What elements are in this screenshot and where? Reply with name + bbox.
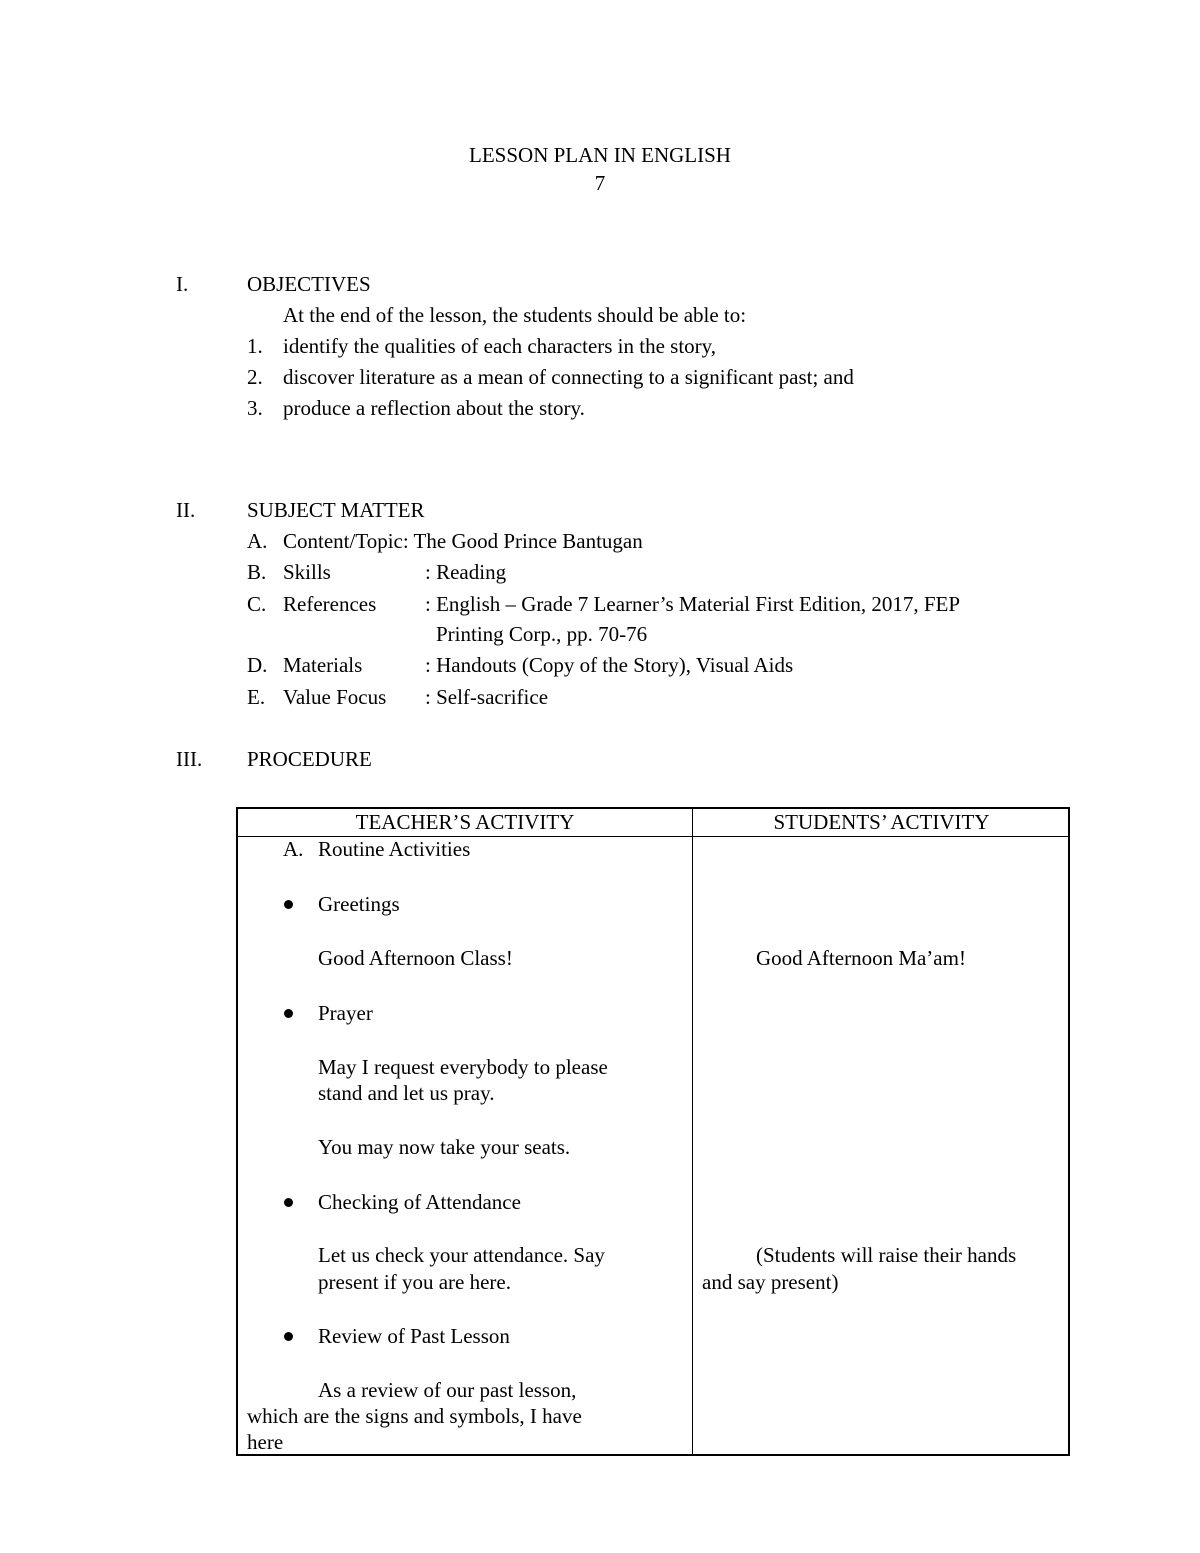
subject-letter: D.	[247, 653, 268, 677]
subject-references-value-continued: Printing Corp., pp. 70-76	[436, 622, 648, 646]
section-number-objectives: I.	[176, 272, 189, 296]
page-title: LESSON PLAN IN ENGLISH	[469, 143, 731, 167]
attendance-text-line: Let us check your attendance. Say	[318, 1243, 605, 1267]
subject-materials-label: Materials	[283, 653, 363, 677]
prayer-text-line: May I request everybody to please	[318, 1055, 608, 1079]
table-header-row	[238, 809, 1068, 837]
routine-letter: A.	[283, 837, 304, 861]
prayer-heading: Prayer	[318, 1001, 373, 1025]
review-text-line: which are the signs and symbols, I have	[247, 1404, 582, 1428]
subject-letter: A.	[247, 529, 268, 553]
subject-materials-value: : Handouts (Copy of the Story), Visual Aids	[425, 653, 794, 677]
section-title-procedure: PROCEDURE	[247, 747, 372, 771]
review-text-line: here	[247, 1430, 284, 1454]
bullet-icon	[284, 900, 293, 909]
attendance-response-line: (Students will raise their hands	[756, 1243, 1017, 1267]
procedure-table	[236, 807, 1070, 1456]
subject-references-label: References	[283, 592, 377, 616]
bullet-icon	[284, 1009, 293, 1018]
subject-value-focus-value: : Self-sacrifice	[425, 685, 549, 709]
greetings-heading: Greetings	[318, 892, 400, 916]
subject-references-value: : English – Grade 7 Learner’s Material First Edition, 2017, FEP	[425, 592, 961, 616]
review-heading: Review of Past Lesson	[318, 1324, 510, 1348]
attendance-response-line: and say present)	[702, 1270, 839, 1294]
column-divider	[692, 809, 693, 1454]
bullet-icon	[284, 1332, 293, 1341]
subject-letter: B.	[247, 560, 267, 584]
attendance-text-line: present if you are here.	[318, 1270, 511, 1294]
subject-value-focus-label: Value Focus	[283, 685, 387, 709]
objective-number: 3.	[247, 396, 263, 420]
attendance-heading: Checking of Attendance	[318, 1190, 521, 1214]
objective-item: produce a reflection about the story.	[283, 396, 585, 420]
subject-letter: E.	[247, 685, 266, 709]
objective-number: 1.	[247, 334, 263, 358]
objective-item: identify the qualities of each characters in the story,	[283, 334, 717, 358]
prayer-text-line: stand and let us pray.	[318, 1081, 495, 1105]
greetings-response: Good Afternoon Ma’am!	[756, 946, 966, 970]
seats-text: You may now take your seats.	[318, 1135, 571, 1159]
subject-skills-value: : Reading	[425, 560, 507, 584]
section-title-subject-matter: SUBJECT MATTER	[247, 498, 425, 522]
objectives-intro: At the end of the lesson, the students should be able to:	[283, 303, 747, 327]
subject-content-topic: Content/Topic: The Good Prince Bantugan	[283, 529, 643, 553]
greetings-text: Good Afternoon Class!	[318, 946, 513, 970]
routine-activities-title: Routine Activities	[318, 837, 471, 861]
objective-number: 2.	[247, 365, 263, 389]
subject-skills-label: Skills	[283, 560, 331, 584]
section-number-subject-matter: II.	[176, 498, 196, 522]
section-title-objectives: OBJECTIVES	[247, 272, 371, 296]
section-number-procedure: III.	[176, 747, 203, 771]
review-text-line: As a review of our past lesson,	[318, 1378, 577, 1402]
teacher-activity-header: TEACHER’S ACTIVITY	[355, 810, 575, 834]
objective-item: discover literature as a mean of connecting to a significant past; and	[283, 365, 854, 389]
subject-letter: C.	[247, 592, 267, 616]
grade-level: 7	[594, 171, 606, 195]
student-activity-header: STUDENTS’ ACTIVITY	[773, 810, 990, 834]
bullet-icon	[284, 1198, 293, 1207]
